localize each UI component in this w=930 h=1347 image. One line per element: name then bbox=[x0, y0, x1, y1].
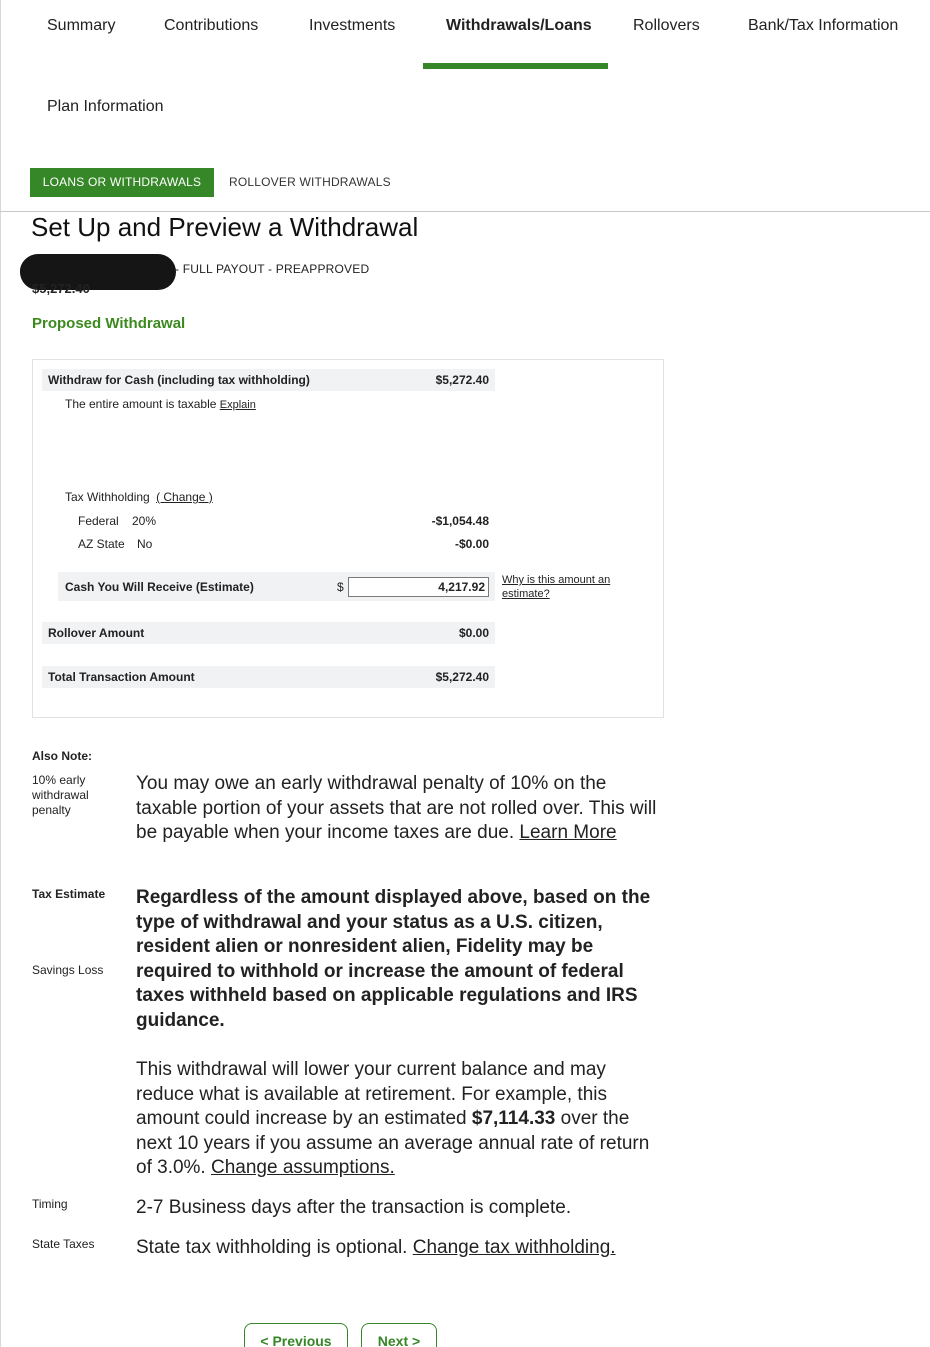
penalty-label: 10% early withdrawal penalty bbox=[32, 773, 89, 817]
total-amount: $5,272.40 bbox=[435, 670, 489, 684]
cash-amount: $5,272.40 bbox=[435, 373, 489, 387]
taxable-note bbox=[65, 397, 256, 411]
tax-withholding-row bbox=[65, 490, 213, 504]
state-label: AZ State bbox=[78, 537, 125, 551]
taxable-note-text: The entire amount is taxable bbox=[65, 397, 217, 411]
explain-link[interactable]: Explain bbox=[219, 399, 256, 411]
federal-rate: 20% bbox=[132, 514, 157, 528]
tax-estimate-text: Regardless of the amount displayed above, based on the type of withdrawal and your status as a U.S. citizen, resident alien or nonresident alien, Fidelity may be required to withhold or increase the amount of federal taxes withheld based on applicable regulations and IRS guidance. bbox=[136, 887, 651, 1031]
subtab-loans-or-withdrawals[interactable]: LOANS OR WITHDRAWALS bbox=[30, 168, 214, 197]
penalty-text-body: You may owe an early withdrawal penalty of 10% on the taxable portion of your assets that are not rolled over. This will be payable when your income taxes are due. bbox=[136, 773, 657, 844]
tab-withdrawals-loans[interactable]: Withdrawals/Loans bbox=[446, 17, 592, 34]
also-note-heading: Also Note: bbox=[32, 749, 92, 763]
state-amount: -$0.00 bbox=[454, 537, 489, 551]
savings-amount: $7,114.33 bbox=[471, 1108, 556, 1130]
withdrawal-panel bbox=[32, 359, 664, 718]
receive-amount-input[interactable] bbox=[348, 577, 489, 597]
savings-text-2: over the next 10 years if you assume an average annual rate of return of 3.0%. bbox=[136, 1108, 650, 1179]
savings-loss-label: Savings Loss bbox=[32, 963, 104, 977]
account-balance: $5,272.40 bbox=[32, 281, 90, 296]
subtab-rollover-withdrawals[interactable]: ROLLOVER WITHDRAWALS bbox=[229, 175, 391, 189]
tax-change-link[interactable]: ( Change ) bbox=[156, 490, 213, 504]
tab-summary[interactable]: Summary bbox=[47, 17, 116, 34]
learn-more-link[interactable]: Learn More bbox=[519, 822, 617, 844]
federal-label: Federal bbox=[78, 514, 119, 528]
total-label: Total Transaction Amount bbox=[48, 670, 195, 684]
savings-loss-text bbox=[136, 1058, 666, 1181]
state-taxes-body: State tax withholding is optional. bbox=[136, 1237, 408, 1258]
currency-symbol: $ bbox=[337, 580, 344, 594]
change-assumptions-link[interactable]: Change assumptions. bbox=[211, 1157, 395, 1179]
timing-text: 2-7 Business days after the transaction is complete. bbox=[136, 1197, 572, 1218]
tax-withholding-label: Tax Withholding bbox=[65, 490, 150, 504]
previous-button[interactable]: < Previous bbox=[244, 1323, 348, 1347]
rollover-label: Rollover Amount bbox=[48, 626, 145, 640]
change-tax-withholding-link[interactable]: Change tax withholding. bbox=[412, 1237, 616, 1258]
tab-bank-tax-information[interactable]: Bank/Tax Information bbox=[748, 17, 899, 34]
state-taxes-text bbox=[136, 1236, 666, 1261]
rollover-amount: $0.00 bbox=[458, 626, 489, 640]
federal-amount: -$1,054.48 bbox=[431, 514, 489, 528]
section-heading: Proposed Withdrawal bbox=[32, 315, 186, 332]
tax-estimate-label: Tax Estimate bbox=[32, 887, 106, 901]
cash-label: Withdraw for Cash (including tax withholding) bbox=[48, 373, 310, 387]
tab-investments[interactable]: Investments bbox=[309, 17, 396, 34]
state-taxes-label: State Taxes bbox=[32, 1237, 95, 1251]
page-title: Set Up and Preview a Withdrawal bbox=[31, 212, 419, 242]
page-left-border bbox=[0, 0, 1, 1347]
tab-contributions[interactable]: Contributions bbox=[164, 17, 259, 34]
tab-rollovers[interactable]: Rollovers bbox=[633, 17, 700, 34]
why-estimate-link[interactable]: Why is this amount an estimate? bbox=[502, 574, 611, 600]
state-rate: No bbox=[137, 537, 153, 551]
next-button[interactable]: Next > bbox=[361, 1323, 437, 1347]
receive-label: Cash You Will Receive (Estimate) bbox=[65, 580, 254, 594]
tab-plan-information[interactable]: Plan Information bbox=[47, 98, 164, 115]
timing-label: Timing bbox=[32, 1197, 68, 1211]
active-tab-indicator bbox=[423, 63, 608, 69]
payout-type: - FULL PAYOUT - PREAPPROVED bbox=[175, 262, 370, 276]
main-nav bbox=[0, 0, 930, 70]
savings-text-1: This withdrawal will lower your current balance and may reduce what is available at retirement. For example, this amount could increase by an estimated bbox=[136, 1059, 607, 1130]
penalty-text bbox=[136, 772, 666, 846]
